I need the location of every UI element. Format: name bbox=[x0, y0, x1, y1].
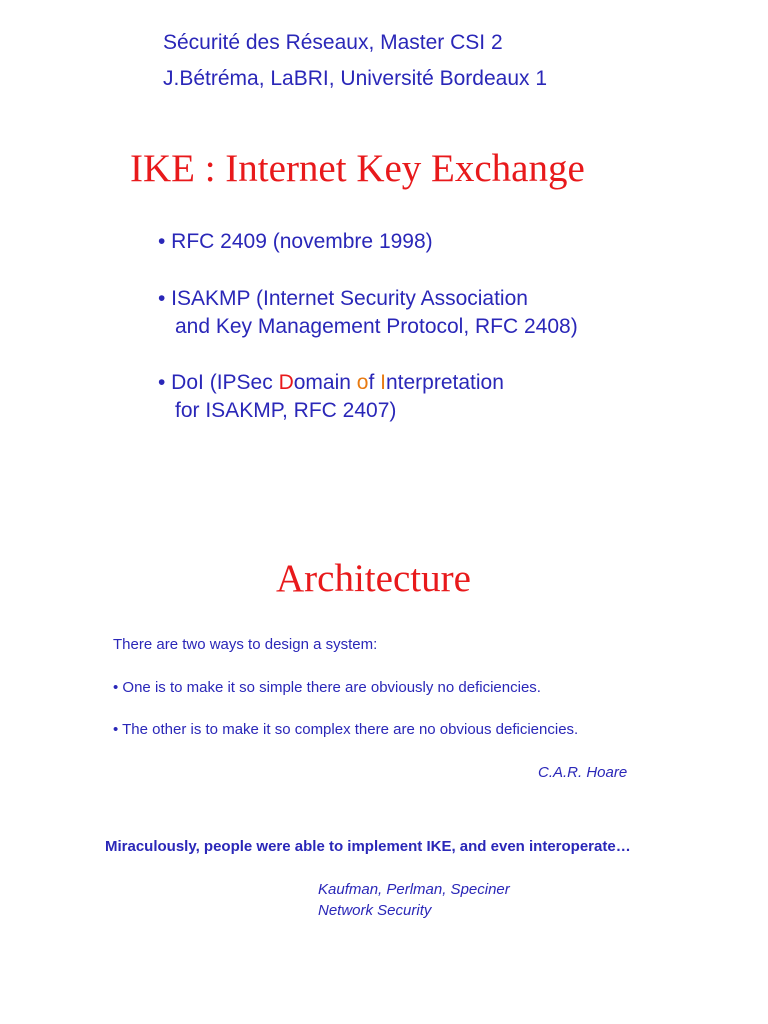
doi-f: f bbox=[368, 371, 381, 394]
quote-point-2: • The other is to make it so complex there are no obvious deficiencies. bbox=[113, 721, 579, 738]
bullet-doi-line2: for ISAKMP, RFC 2407) bbox=[175, 399, 397, 422]
quote-intro: There are two ways to design a system: bbox=[113, 636, 378, 653]
doi-omain: omain bbox=[293, 371, 357, 394]
doi-letter-o: o bbox=[356, 371, 369, 394]
attribution-authors: Kaufman, Perlman, Speciner bbox=[318, 881, 510, 898]
doi-letter-i: I bbox=[380, 371, 386, 394]
bullet-isakmp-line1: • ISAKMP (Internet Security Association bbox=[158, 287, 528, 310]
bullet-doi-line1 bbox=[158, 369, 504, 397]
quote-attribution-hoare: C.A.R. Hoare bbox=[538, 764, 628, 781]
course-title: Sécurité des Réseaux, Master CSI 2 bbox=[163, 31, 503, 54]
quote-point-1: • One is to make it so simple there are obviously no deficiencies. bbox=[113, 679, 541, 696]
remark-ike: Miraculously, people were able to implement IKE, and even interoperate… bbox=[105, 838, 631, 855]
slide-title-ike: IKE : Internet Key Exchange bbox=[130, 147, 585, 190]
doi-letter-d: D bbox=[278, 371, 294, 394]
doi-nterpretation: nterpretation bbox=[385, 371, 504, 394]
bullet-rfc2409: • RFC 2409 (novembre 1998) bbox=[158, 230, 433, 253]
attribution-book: Network Security bbox=[318, 902, 432, 919]
author-line: J.Bétréma, LaBRI, Université Bordeaux 1 bbox=[163, 67, 548, 90]
bullet-isakmp-line2: and Key Management Protocol, RFC 2408) bbox=[175, 315, 578, 338]
doi-prefix: • DoI (IPSec bbox=[158, 371, 279, 394]
slide-title-architecture: Architecture bbox=[276, 557, 471, 600]
